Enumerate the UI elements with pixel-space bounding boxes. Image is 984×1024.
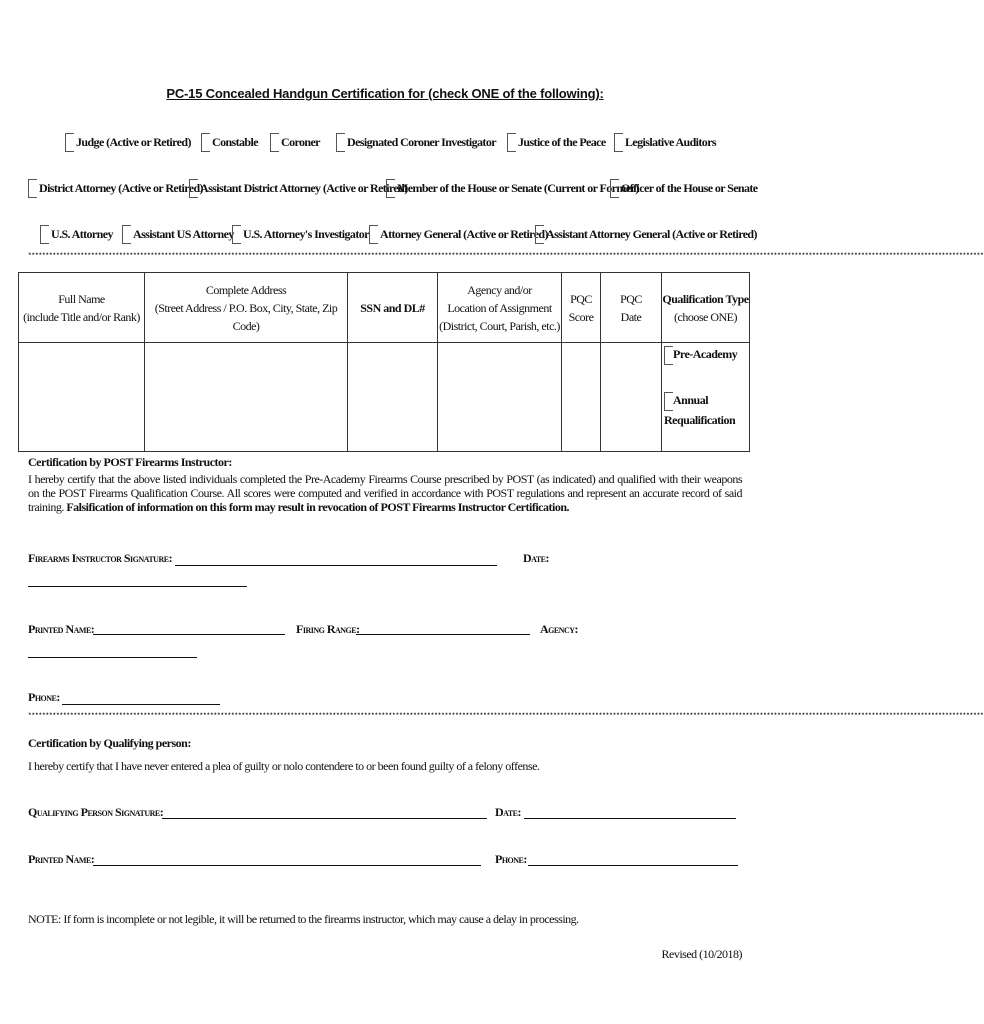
qualifying-date-label: Date:	[495, 805, 522, 819]
option-label: Officer of the House or Senate	[621, 181, 758, 195]
option-district-attorney[interactable]	[28, 179, 203, 198]
checkbox[interactable]	[336, 133, 345, 152]
cell-agency[interactable]	[438, 343, 562, 452]
qualifying-heading: Certification by Qualifying person:	[28, 736, 191, 750]
option-label: Member of the House or Senate (Current or Former)	[397, 181, 639, 195]
header-line: Date	[620, 309, 642, 324]
header-line: Full Name	[58, 291, 105, 306]
option-us-attorneys-investigator[interactable]	[232, 225, 369, 244]
checkbox[interactable]	[369, 225, 378, 244]
agency-label: Agency:	[540, 622, 579, 636]
checkbox[interactable]	[386, 179, 395, 198]
footer-note: NOTE: If form is incomplete or not legible, it will be returned to the firearms instructor, which may cause a delay in processing.	[28, 912, 579, 926]
checkbox[interactable]	[122, 225, 131, 244]
option-label: Pre-Academy	[673, 347, 738, 361]
option-label: District Attorney (Active or Retired)	[39, 181, 203, 195]
option-label: Judge (Active or Retired)	[76, 135, 191, 149]
checkbox[interactable]	[664, 392, 673, 411]
header-pqc-date	[601, 273, 662, 343]
checkbox[interactable]	[201, 133, 210, 152]
header-ssn: SSN and DL#	[348, 273, 438, 343]
instructor-signature-line[interactable]	[175, 565, 497, 566]
option-label: Legislative Auditors	[625, 135, 717, 149]
option-label: Designated Coroner Investigator	[347, 135, 496, 149]
qualifying-phone-line[interactable]	[528, 865, 738, 866]
separator-stars: *********************************************************************************************************************************************************************************************************************************************************************************	[28, 252, 984, 259]
header-pqc-score	[562, 273, 601, 343]
instructor-statement	[28, 472, 742, 514]
option-us-attorney[interactable]	[40, 225, 113, 244]
cell-qualification-type	[662, 343, 750, 452]
checkbox[interactable]	[610, 179, 619, 198]
option-judge[interactable]	[65, 133, 191, 152]
table-row	[19, 343, 750, 452]
option-member-house-senate[interactable]	[386, 179, 639, 198]
option-coroner[interactable]	[270, 133, 320, 152]
statement-bold-text: Falsification of information on this form may result in revocation of POST Firearms Instructor Certification.	[66, 500, 569, 514]
header-line: Score	[568, 309, 594, 324]
table-header-row	[19, 273, 750, 343]
statement-text: I hereby certify that the above listed individuals completed the Pre-Academy Firearms Course prescribed by POST (as indicated) and qualified with their weapons on the POST Firearms Qualification Course. All scores were computed and verified in accordance with POST regulations and represent an accurate record of said training.	[28, 472, 742, 514]
header-line: (District, Court, Parish, etc.)	[439, 318, 560, 333]
option-assistant-district-attorney[interactable]	[189, 179, 408, 198]
qt-option-annual[interactable]	[664, 391, 749, 411]
option-officer-house-senate[interactable]	[610, 179, 758, 198]
checkbox[interactable]	[664, 346, 673, 365]
instructor-date-line[interactable]	[28, 586, 247, 587]
header-line: (include Title and/or Rank)	[23, 309, 140, 324]
qualifying-statement: I hereby certify that I have never entered a plea of guilty or nolo contendere to or been found guilty of a felony offense.	[28, 759, 540, 773]
option-constable[interactable]	[201, 133, 258, 152]
checkbox[interactable]	[614, 133, 623, 152]
header-line: (choose ONE)	[674, 309, 737, 324]
header-line: PQC	[570, 291, 592, 306]
checkbox[interactable]	[507, 133, 516, 152]
option-label: Constable	[212, 135, 258, 149]
option-label: Justice of the Peace	[518, 135, 606, 149]
checkbox[interactable]	[535, 225, 544, 244]
qualifying-signature-label: Qualifying Person Signature:	[28, 805, 164, 819]
checkbox[interactable]	[40, 225, 49, 244]
header-address	[145, 273, 348, 343]
header-agency	[438, 273, 562, 343]
qualifying-printed-name-line[interactable]	[93, 865, 481, 866]
option-label: Attorney General (Active or Retired)	[380, 227, 548, 241]
form-title: PC-15 Concealed Handgun Certification for (check ONE of the following):	[166, 86, 604, 101]
checkbox[interactable]	[270, 133, 279, 152]
qualifying-date-line[interactable]	[524, 818, 736, 819]
cell-pqc-score[interactable]	[562, 343, 601, 452]
firing-range-label: Firing Range:	[296, 622, 360, 636]
instructor-signature-label: Firearms Instructor Signature:	[28, 551, 173, 565]
revised-date: Revised (10/2018)	[661, 947, 742, 961]
instructor-printed-name-line[interactable]	[93, 634, 285, 635]
option-label: Assistant US Attorney	[133, 227, 234, 241]
header-qualification-type	[662, 273, 750, 343]
header-line: (Street Address / P.O. Box, City, State, Zip Code)	[154, 300, 338, 333]
header-full-name	[19, 273, 145, 343]
option-label: Requalification	[664, 412, 736, 427]
option-label: Coroner	[281, 135, 320, 149]
instructor-printed-name-label: Printed Name:	[28, 622, 95, 636]
cell-address[interactable]	[145, 343, 348, 452]
separator-stars: *********************************************************************************************************************************************************************************************************************************************************************************	[28, 712, 984, 719]
header-line: PQC	[620, 291, 642, 306]
qt-option-pre-academy[interactable]	[664, 345, 749, 365]
option-label: Annual	[673, 392, 709, 407]
qualification-table	[18, 272, 750, 452]
checkbox[interactable]	[28, 179, 37, 198]
option-label: Assistant District Attorney (Active or Retired)	[200, 181, 408, 195]
instructor-phone-line[interactable]	[62, 704, 220, 705]
qualifying-phone-label: Phone:	[495, 852, 527, 866]
qualifying-signature-line[interactable]	[162, 818, 487, 819]
checkbox[interactable]	[189, 179, 198, 198]
cell-pqc-date[interactable]	[601, 343, 662, 452]
header-line: Agency and/or	[467, 282, 532, 297]
firing-range-line[interactable]	[356, 634, 530, 635]
agency-line[interactable]	[28, 657, 197, 658]
instructor-date-label: Date:	[523, 551, 550, 565]
option-assistant-us-attorney[interactable]	[122, 225, 234, 244]
header-line: Complete Address	[205, 282, 287, 297]
header-line: Location of Assignment	[447, 300, 552, 315]
option-legislative-auditors[interactable]	[614, 133, 716, 152]
cell-ssn[interactable]	[348, 343, 438, 452]
option-assistant-attorney-general[interactable]	[535, 225, 757, 244]
qualifying-printed-name-label: Printed Name:	[28, 852, 95, 866]
instructor-phone-label: Phone:	[28, 690, 60, 704]
option-label: U.S. Attorney	[51, 227, 113, 241]
option-justice-of-the-peace[interactable]	[507, 133, 606, 152]
option-label: U.S. Attorney's Investigator	[243, 227, 369, 241]
instructor-heading: Certification by POST Firearms Instructor:	[28, 455, 232, 469]
checkbox[interactable]	[232, 225, 241, 244]
checkbox[interactable]	[65, 133, 74, 152]
option-label: Assistant Attorney General (Active or Retired)	[546, 227, 757, 241]
cell-full-name[interactable]	[19, 343, 145, 452]
header-line: Qualification Type	[662, 291, 749, 306]
option-attorney-general[interactable]	[369, 225, 548, 244]
option-designated-coroner-investigator[interactable]	[336, 133, 496, 152]
